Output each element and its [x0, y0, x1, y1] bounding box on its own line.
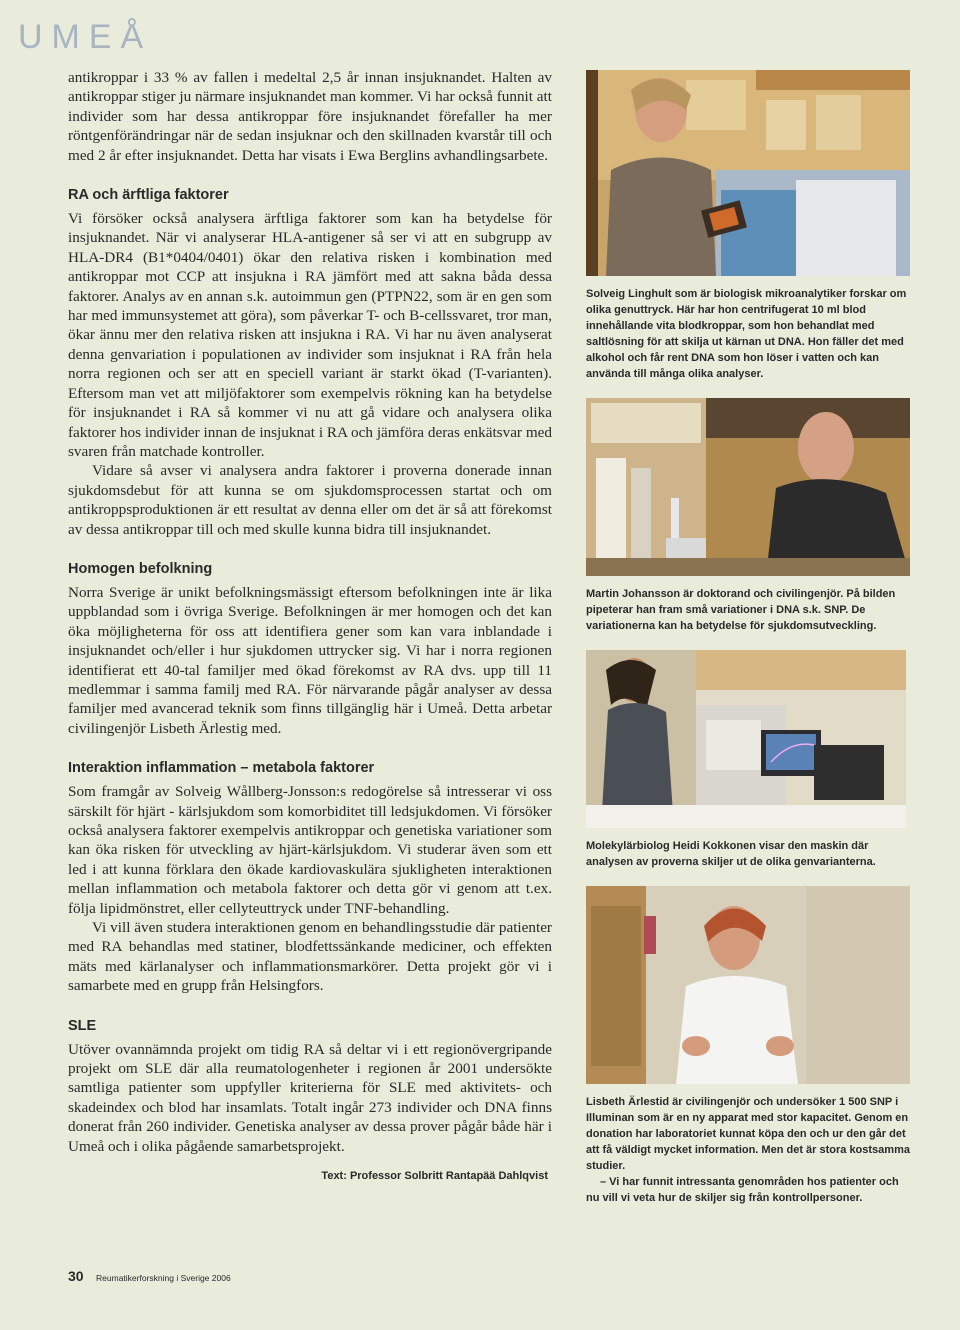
- page-number: 30: [68, 1268, 84, 1284]
- subheading: Homogen befolkning: [68, 560, 213, 577]
- photo-lisbeth: [586, 886, 910, 1084]
- article-body: [68, 68, 552, 1182]
- publication-name: Reumatikerforskning i Sverige 2006: [96, 1273, 231, 1283]
- photo-martin-image: [586, 398, 910, 576]
- subheading: SLE: [68, 1017, 97, 1034]
- photo-lisbeth-image: [586, 886, 910, 1084]
- paragraph: Norra Sverige är unikt befolkningsmässigt eftersom befolkningen inte är lika uppblandad som i övriga Sverige. Befolkningen är mer homogen och det kan öka möjligheterna för oss att identifiera gener som kan vara inblandade i insjuknandet och/eller i hur sjukdomen uttrycker sig. Vi har i norra regionen identifierat ett 40-tal familjer med ökad förekomst av RA dvs. upp till 11 medlemmar i samma familj med RA. För närvarande pågår analyser av dessa familjer med avancerad teknik som finns tillgänglig här i Umeå. Detta arbetar civilingenjör Lisbeth Ärlestig med.: [68, 583, 552, 737]
- byline: Text: Professor Solbritt Rantapää Dahlqvist: [321, 1170, 548, 1183]
- paragraph: Utöver ovannämnda projekt om tidig RA så deltar vi i ett regionövergripande projekt om SLE där alla reumatologenheter i regionen år 2001 undersökte samtliga patienter som uppfyller kriterierna för SLE med aktivitets- och skadeindex och blod har insamlats. Totalt ingår 273 individer och DNA finns donerat från 260 individer. Genetiska analyser av dessa prover pågår både här i Umeå och i olika pågående samarbetsprojekt.: [68, 1040, 552, 1155]
- paragraph: antikroppar i 33 % av fallen i medeltal 2,5 år innan insjuknandet. Halten av antikroppar stiger ju närmare insjuknandet man kommer. Vi har också funnit att individer som har dessa antikroppar före insjuknandet förefaller ha mer röntgenförändringar när de sedan insjuknar och den skillnaden kvarstår till och med 2 år efter insjuknandet. Detta har visats i Ewa Berglins avhandlingsarbete.: [68, 69, 552, 164]
- photo-caption: Molekylärbiolog Heidi Kokkonen visar den maskin där analysen av proverna skiljer ut de olika genvarianterna.: [586, 840, 876, 868]
- photo-solveig: [586, 70, 910, 276]
- photo-caption: Martin Johansson är doktorand och civilingenjör. På bilden pipeterar han fram små variationer i DNA s.k. SNP. De variationerna kan ha betydelse för sjukdomsutveckling.: [586, 588, 896, 632]
- paragraph: Vidare så avser vi analysera andra faktorer i proverna donerade innan sjukdomsdebut för att kunna se om sjukdomsprocessen startat och om antikroppsproduktionen är ett resultat av denna eller om det är så att förekomst av dessa antikroppar till och med skulle kunna bidra till insjuknandet.: [68, 462, 552, 538]
- photo-column: [586, 70, 910, 1222]
- photo-caption: Lisbeth Ärlestid är civilingenjör och undersöker 1 500 SNP i Illuminan som är en ny apparat med stor kapacitet. Genom en donation har laboratoriet kunnat köpa den och ur den går det att få väldigt mycket information. Men det är stora kostsamma studier.: [586, 1096, 910, 1172]
- photo-martin: [586, 398, 910, 576]
- photo-caption-quote: – Vi har funnit intressanta genområden hos patienter och nu vill vi veta hur de skiljer sig från kontrollpersoner.: [586, 1176, 899, 1204]
- paragraph: Som framgår av Solveig Wållberg-Jonsson:s redogörelse så intresserar vi oss särskilt för hjärt - kärlsjukdom som komorbiditet till ledsjukdomen. Vi försöker också analysera faktorer exempelvis antikroppar och genetiska variationer som kan öka risken för utveckling av hjärt-kärlsjukdom. Vi studerar även som ett led i att kunna förklara den ökade kardiovaskulära sjukligheten interaktionen mellan inflammation och metabola faktorer och detta gör vi genom att t.ex. följa lipidmönstret, eller cellyteuttryck under TNF-behandling.: [68, 783, 552, 917]
- page-footer: [68, 1268, 231, 1286]
- photo-heidi-image: [586, 650, 906, 828]
- paragraph: Vi vill även studera interaktionen genom en behandlingsstudie där patienter med RA behandlas med statiner, blodfettssänkande mediciner, och effekten mäts med kärlanalyser och inflammationsmarkörer. Detta projekt gör vi i samarbete med en grupp från Helsingfors.: [68, 919, 552, 995]
- paragraph: Vi försöker också analysera ärftliga faktorer som kan ha betydelse för insjuknandet. När vi analyserar HLA-antigener så ser vi att en subgrupp av HLA-DR4 (B1*0404/0401) ökar den relativa risken i kombination med antikroppar mot CCP att insjukna i RA jämfört med att sakna båda dessa faktorer. Analys av en annan s.k. autoimmun gen (PTPN22, som är en gen som har med immunsystemet att göra), som påverkar T- och B-cellssvaret, tror man, ökar ännu mer den relativa risken att insjukna i RA. Vi har nu även analyserat denna genvariation i populationen av individer som insjuknat i RA från hela norra regionen och ser att en speciell variant är starkt ökad (T-varianten). Eftersom man vet att miljöfaktorer som exempelvis rökning kan ha betydelse för insjuknandet i RA så kommer vi nu att gå vidare och analysera olika faktorer hos individer innan de insjuknat i RA och jämföra deras enkätsvar med svaren från matchade kontroller.: [68, 210, 552, 460]
- subheading: Interaktion inflammation – metabola faktorer: [68, 760, 375, 777]
- subheading: RA och ärftliga faktorer: [68, 187, 229, 204]
- section-title: UMEÅ: [18, 18, 153, 56]
- photo-heidi: [586, 650, 906, 828]
- photo-solveig-image: [586, 70, 910, 276]
- photo-caption: Solveig Linghult som är biologisk mikroanalytiker forskar om olika genuttryck. Här har hon centrifugerat 10 ml blod innehållande vita blodkroppar, som hon behandlat med saltlösning för att skilja ut kärnan ut DNA. Hon fäller det med alkohol och får rent DNA som hon löser i vatten och kan använda till många olika analyser.: [586, 288, 907, 380]
